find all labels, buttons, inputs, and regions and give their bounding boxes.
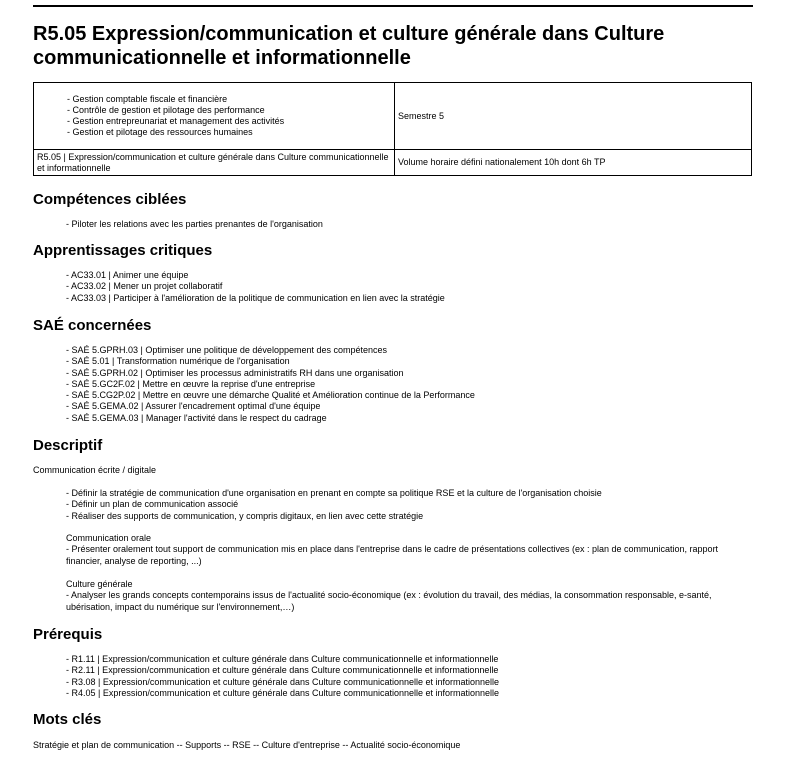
list-item: - SAÉ 5.GEMA.03 | Manager l'activité dans le respect du cadrage: [66, 412, 327, 423]
ecrite-list: [66, 488, 756, 522]
semester-cell: Semestre 5: [395, 83, 752, 150]
parcours-item: - Gestion et pilotage des ressources humaines: [67, 127, 253, 137]
list-item: - AC33.03 | Participer à l'amélioration de la politique de communication en lien avec la stratégie: [66, 292, 445, 303]
orale-text: - Présenter oralement tout support de communication mis en place dans l'entreprise dans le cadre de présentations collectives (ex : plan de communication, rapport financier, analyse de reporting, ...): [66, 544, 719, 566]
list-item: - Réaliser des supports de communication, y compris digitaux, en lien avec cette stratégie: [66, 510, 424, 521]
parcours-item: - Gestion entrepreunariat et management des activités: [67, 116, 285, 126]
prerequis-heading: Prérequis: [33, 626, 103, 643]
list-item: - SAÉ 5.GEMA.02 | Assurer l'encadrement optimal d'une équipe: [66, 401, 321, 412]
orale-block: [66, 533, 756, 567]
list-item: - R2.11 | Expression/communication et culture générale dans Culture communicationnelle et informationnelle: [66, 665, 499, 676]
list-item: - SAÉ 5.01 | Transformation numérique de l'organisation: [66, 356, 290, 367]
prerequis-list: [66, 654, 756, 699]
descriptif-intro: Communication écrite / digitale: [33, 465, 157, 475]
apprentissages-heading: Apprentissages critiques: [33, 242, 213, 259]
competences-heading: Compétences ciblées: [33, 191, 187, 208]
list-item: - R3.08 | Expression/communication et culture générale dans Culture communicationnelle et informationnelle: [66, 676, 500, 687]
sae-list: [66, 345, 756, 424]
parcours-item: - Gestion comptable fiscale et financière: [67, 94, 228, 104]
descriptif-heading: Descriptif: [33, 437, 103, 454]
top-rule: [33, 5, 753, 7]
list-item: - SAÉ 5.GPRH.02 | Optimiser les processus administratifs RH dans une organisation: [66, 367, 404, 378]
parcours-item: - Contrôle de gestion et pilotage des performance: [67, 105, 265, 115]
parcours-cell: [34, 83, 395, 150]
info-table: [33, 82, 752, 176]
mots-cles-heading: Mots clés: [33, 711, 102, 728]
mots-cles-text: Stratégie et plan de communication -- Supports -- RSE -- Culture d'entreprise -- Actualité socio-économique: [33, 740, 461, 750]
list-item: - AC33.02 | Mener un projet collaboratif: [66, 281, 223, 292]
volume-cell: Volume horaire défini nationalement 10h dont 6h TP: [395, 150, 752, 176]
list-item: - R1.11 | Expression/communication et culture générale dans Culture communicationnelle et informationnelle: [66, 654, 499, 664]
list-item: - R4.05 | Expression/communication et culture générale dans Culture communicationnelle et informationnelle: [66, 687, 500, 698]
competences-list: [66, 219, 756, 230]
list-item: - SAÉ 5.CG2P.02 | Mettre en œuvre une démarche Qualité et Amélioration continue de la Performance: [66, 390, 475, 401]
list-item: - AC33.01 | Animer une équipe: [66, 270, 189, 280]
apprentissages-list: [66, 270, 756, 304]
culture-title: Culture générale: [66, 579, 133, 589]
culture-block: [66, 579, 756, 613]
sae-heading: SAÉ concernées: [33, 317, 152, 334]
culture-text: - Analyser les grands concepts contemporains issus de l'actualité socio-économique (ex : évolution du travail, des médias, la consommation responsable, e-santé, ubérisation, impact du numérique sur l'environnement,…): [66, 590, 712, 612]
list-item: - Définir un plan de communication associé: [66, 499, 239, 510]
resource-name-cell: R5.05 | Expression/communication et culture générale dans Culture communicationnelle et informationnelle: [34, 150, 395, 176]
list-item: - Piloter les relations avec les parties prenantes de l'organisation: [66, 219, 323, 229]
list-item: - SAÉ 5.GPRH.03 | Optimiser une politique de développement des compétences: [66, 345, 388, 355]
list-item: - Définir la stratégie de communication d'une organisation en prenant en compte sa politique RSE et la culture de l'organisation choisie: [66, 488, 602, 498]
orale-title: Communication orale: [66, 533, 152, 543]
list-item: - SAÉ 5.GC2F.02 | Mettre en œuvre la reprise d'une entreprise: [66, 378, 316, 389]
page-title: R5.05 Expression/communication et culture générale dans Culture communicationnelle et informationnelle: [33, 23, 665, 69]
